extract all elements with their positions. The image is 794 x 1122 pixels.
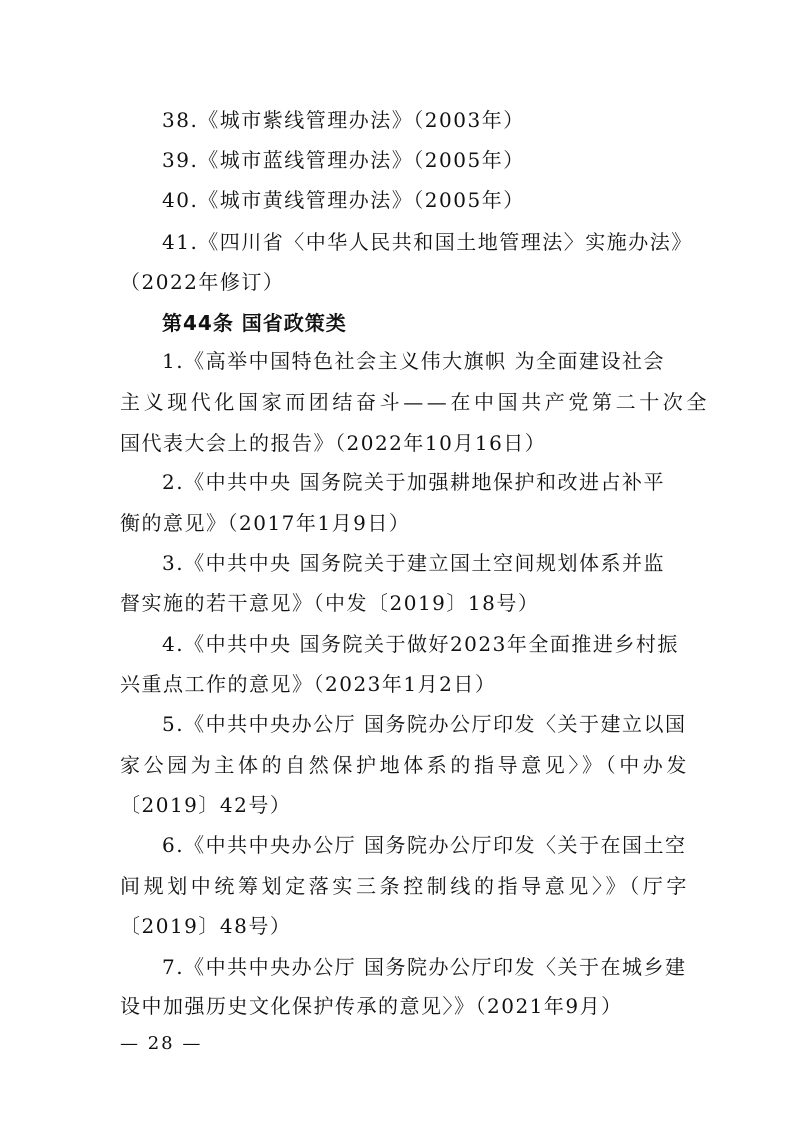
policy-item-6-line-2: 间规划中统筹划定落实三条控制线的指导意见〉》（厅字 xyxy=(120,874,690,898)
law-item-41-line-1: 41.《四川省〈中华人民共和国土地管理法〉实施办法》 xyxy=(162,230,693,254)
law-item-40: 40.《城市黄线管理办法》（2005年） xyxy=(162,188,525,212)
law-item-41-line-2: （2022年修订） xyxy=(120,270,285,294)
policy-item-4-line-2: 兴重点工作的意见》（2023年1月2日） xyxy=(120,672,497,696)
policy-item-5-line-2: 家公园为主体的自然保护地体系的指导意见〉》（中办发 xyxy=(120,753,690,777)
policy-item-2-line-1: 2.《中共中央 国务院关于加强耕地保护和改进占补平 xyxy=(162,470,665,494)
policy-item-2-line-2: 衡的意见》（2017年1月9日） xyxy=(120,511,411,535)
policy-item-4-line-1: 4.《中共中央 国务院关于做好2023年全面推进乡村振 xyxy=(162,632,679,656)
section-heading: 第44条 国省政策类 xyxy=(162,311,347,335)
page-number: — 28 — xyxy=(120,1033,203,1054)
policy-item-6-line-3: 〔2019〕48号） xyxy=(120,914,292,938)
policy-item-3-line-1: 3.《中共中央 国务院关于建立国土空间规划体系并监 xyxy=(162,551,665,575)
policy-item-1-line-1: 1.《高举中国特色社会主义伟大旗帜 为全面建设社会 xyxy=(162,349,665,373)
policy-item-5-line-1: 5.《中共中央办公厅 国务院办公厅印发〈关于建立以国 xyxy=(162,712,687,736)
policy-item-1-line-3: 国代表大会上的报告》（2022年10月16日） xyxy=(120,431,547,455)
law-item-39: 39.《城市蓝线管理办法》（2005年） xyxy=(162,148,525,172)
policy-item-3-line-2: 督实施的若干意见》（中发〔2019〕18号） xyxy=(120,591,540,615)
policy-item-7-line-2: 设中加强历史文化保护传承的意见〉》（2021年9月） xyxy=(120,994,623,1018)
policy-item-6-line-1: 6.《中共中央办公厅 国务院办公厅印发〈关于在国土空 xyxy=(162,833,687,857)
policy-item-7-line-1: 7.《中共中央办公厅 国务院办公厅印发〈关于在城乡建 xyxy=(162,955,687,979)
policy-item-1-line-2: 主义现代化国家而团结奋斗——在中国共产党第二十次全 xyxy=(120,390,710,414)
policy-item-5-line-3: 〔2019〕42号） xyxy=(120,793,292,817)
law-item-38: 38.《城市紫线管理办法》（2003年） xyxy=(162,108,525,132)
